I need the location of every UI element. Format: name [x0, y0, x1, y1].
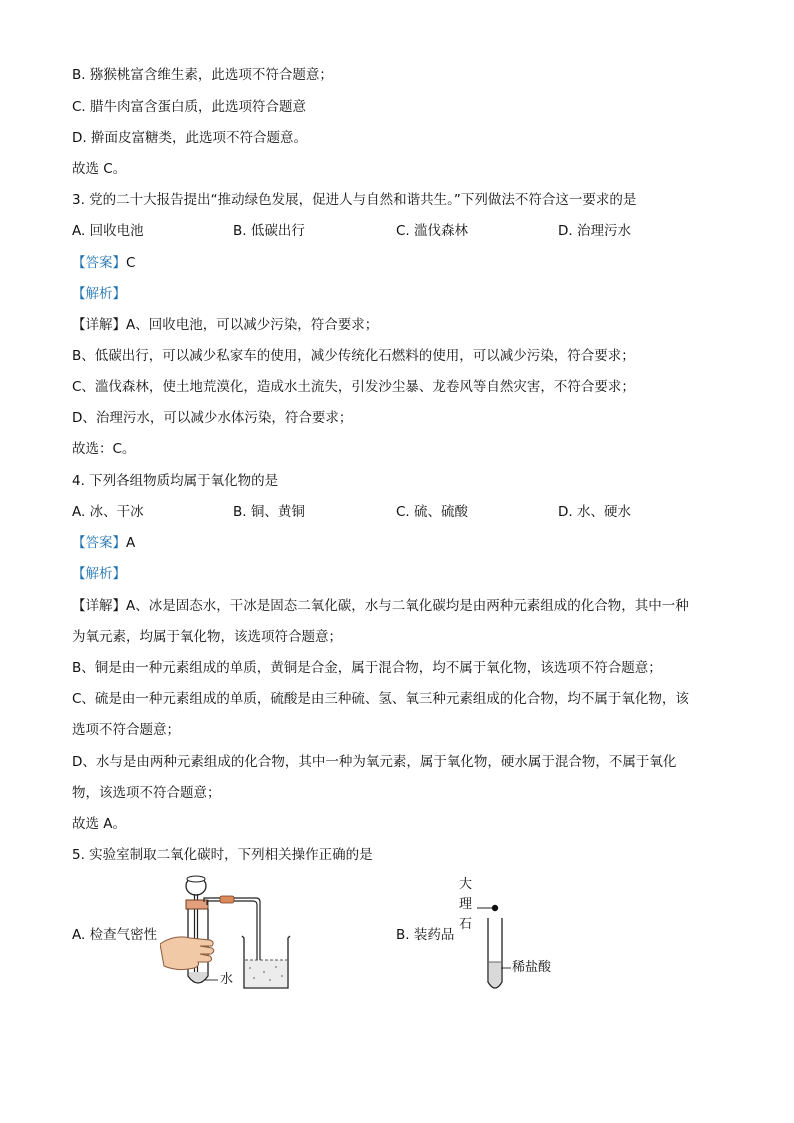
q3-detail-a: 【详解】A、回收电池，可以减少污染，符合要求； — [72, 317, 379, 333]
q3-detail-c: C、滥伐森林，使土地荒漠化，造成水土流失，引发沙尘暴、龙卷风等自然灾害，不符合要求； — [72, 379, 635, 395]
q2-option-d-analysis: D. 擀面皮富糖类，此选项不符合题意。 — [72, 130, 307, 146]
q3-stem: 3. 党的二十大报告提出“推动绿色发展，促进人与自然和谐共生。”下列做法不符合这一要求的是 — [72, 192, 637, 208]
dilute-hcl-label: 稀盐酸 — [512, 960, 552, 975]
answer-value: A — [126, 535, 136, 551]
water-label: 水 — [220, 972, 234, 987]
q5-stem: 5. 实验室制取二氧化碳时，下列相关操作正确的是 — [72, 847, 373, 863]
q4-detail-d-line1: D、水与是由两种元素组成的化合物，其中一种为氧元素，属于氧化物，硬水属于混合物，不属于氧化 — [72, 754, 677, 770]
q2-option-c-analysis: C. 腊牛肉富含蛋白质，此选项符合题意 — [72, 99, 307, 115]
marble-label-3: 石 — [459, 917, 473, 932]
q4-answer — [72, 533, 135, 553]
q4-detail-c-line1: C、硫是由一种元素组成的单质，硫酸是由三种硫、氢、氧三种元素组成的化合物，均不属于氧化物，该 — [72, 691, 689, 707]
answer-tag: 【答案】 — [72, 255, 126, 271]
q3-detail-b: B、低碳出行，可以减少私家车的使用，减少传统化石燃料的使用，可以减少污染，符合要求； — [72, 348, 635, 364]
q2-conclusion: 故选 C。 — [72, 161, 127, 177]
add-reagents-figure — [455, 876, 575, 996]
q5-option-b: B. 装药品 — [396, 927, 455, 943]
q4-detail-b: B、铜是由一种元素组成的单质，黄铜是合金，属于混合物，均不属于氧化物，该选项不符合题意； — [72, 660, 662, 676]
marble-label-1: 大 — [459, 877, 473, 892]
q4-detail-d-line2: 物，该选项不符合题意； — [72, 785, 221, 801]
q4-detail-a-line1: 【详解】A、冰是固态水，干冰是固态二氧化碳，水与二氧化碳均是由两种元素组成的化合物，其中一种 — [72, 598, 689, 614]
q4-stem: 4. 下列各组物质均属于氧化物的是 — [72, 473, 279, 489]
q3-option-d: D. 治理污水 — [558, 223, 631, 239]
q3-option-c: C. 滥伐森林 — [396, 223, 469, 239]
marble-label-2: 理 — [459, 897, 473, 912]
q2-option-b-analysis: B. 猕猴桃富含维生素，此选项不符合题意； — [72, 67, 333, 83]
q4-detail-a-line2: 为氧元素，均属于氧化物，该选项符合题意； — [72, 629, 342, 645]
answer-value: C — [126, 255, 136, 271]
q4-analysis-tag: 【解析】 — [72, 566, 126, 582]
answer-tag: 【答案】 — [72, 535, 126, 551]
q3-detail-d: D、治理污水，可以减少水体污染，符合要求； — [72, 410, 353, 426]
q4-detail-c-line2: 选项不符合题意； — [72, 722, 180, 738]
detail-tag: 【详解】 — [72, 317, 126, 333]
q4-option-a: A. 冰、干冰 — [72, 504, 144, 520]
q4-option-c: C. 硫、硫酸 — [396, 504, 469, 520]
add-reagents-drawing — [455, 876, 575, 996]
airtightness-check-figure — [160, 872, 300, 992]
q3-option-b: B. 低碳出行 — [233, 223, 305, 239]
detail-tag: 【详解】 — [72, 598, 126, 614]
q4-option-b: B. 铜、黄铜 — [233, 504, 305, 520]
q3-conclusion: 故选：C。 — [72, 441, 136, 457]
q4-conclusion: 故选 A。 — [72, 816, 127, 832]
q4-option-d: D. 水、硬水 — [558, 504, 631, 520]
q5-option-a: A. 检查气密性 — [72, 927, 158, 943]
q3-option-a: A. 回收电池 — [72, 223, 144, 239]
q3-answer — [72, 253, 135, 273]
q3-analysis-tag: 【解析】 — [72, 286, 126, 302]
